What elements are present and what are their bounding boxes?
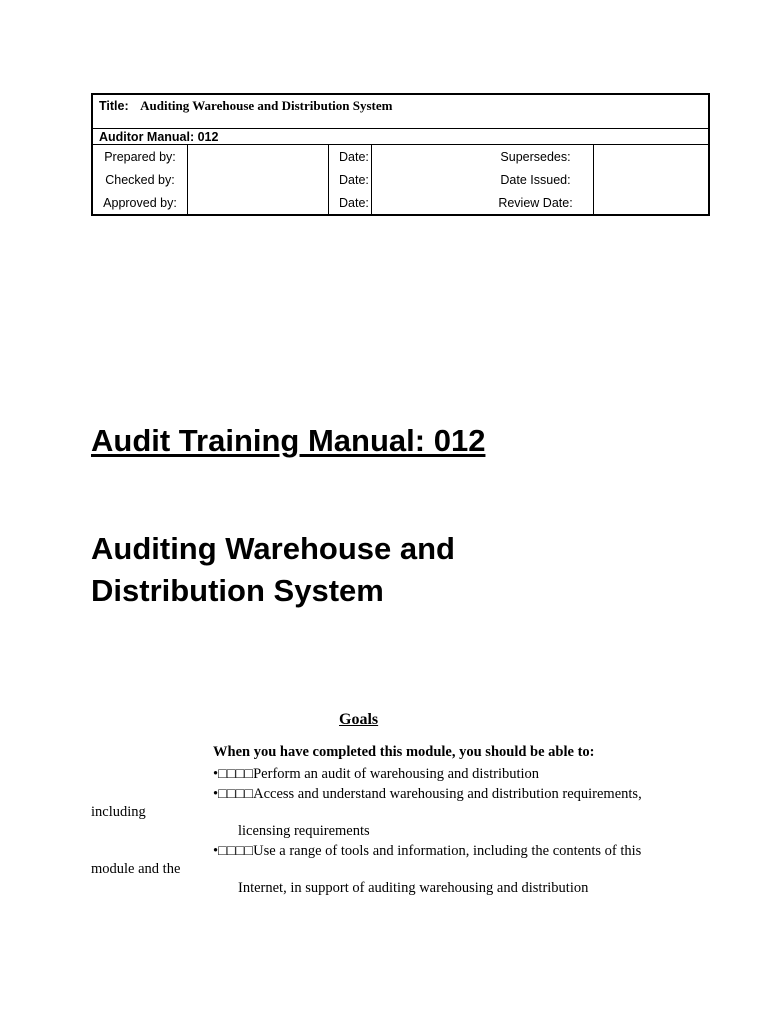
supersedes-value bbox=[594, 145, 710, 169]
checked-date-label: Date: bbox=[329, 168, 372, 191]
prepared-by-label: Prepared by: bbox=[104, 149, 176, 164]
goal-item-3 bbox=[213, 843, 641, 860]
review-date-value bbox=[594, 191, 710, 215]
document-heading: Audit Training Manual: 012 bbox=[91, 423, 486, 458]
bullet-icon: •□□□□ bbox=[213, 786, 254, 802]
bullet-icon: •□□□□ bbox=[213, 843, 254, 859]
approved-by-label: Approved by: bbox=[103, 195, 177, 210]
goal-item-2-wrap: including bbox=[91, 804, 146, 820]
signoff-row-checked bbox=[92, 168, 709, 191]
goal-item-2 bbox=[213, 786, 642, 803]
supersedes-label: Supersedes: bbox=[500, 149, 571, 164]
checked-by-label: Checked by: bbox=[105, 172, 175, 187]
prepared-by-value bbox=[188, 145, 329, 169]
manual-row bbox=[92, 129, 709, 145]
signoff-row-prepared bbox=[92, 145, 709, 169]
subtitle-line-2: Distribution System bbox=[91, 573, 384, 608]
goal-item-3-wrap: module and the bbox=[91, 861, 181, 877]
goals-title: Goals bbox=[339, 711, 379, 728]
review-date-label: Review Date: bbox=[498, 195, 573, 210]
signoff-row-approved bbox=[92, 191, 709, 215]
goal-item-3-continuation: Internet, in support of auditing warehousing and distribution bbox=[238, 880, 589, 896]
document-control-table bbox=[91, 93, 710, 216]
title-value: Auditing Warehouse and Distribution System bbox=[140, 98, 393, 113]
goal-item-text: Use a range of tools and information, including the contents of this bbox=[253, 843, 642, 859]
approved-by-value bbox=[188, 191, 329, 215]
goals-intro: When you have completed this module, you should be able to: bbox=[213, 744, 595, 760]
approved-date-label: Date: bbox=[329, 191, 372, 215]
title-row bbox=[92, 94, 709, 129]
goal-item-text: Access and understand warehousing and distribution requirements, bbox=[253, 786, 642, 802]
title-label: Title: bbox=[99, 99, 129, 113]
prepared-date-label: Date: bbox=[329, 145, 372, 169]
goal-item-2-continuation: licensing requirements bbox=[238, 823, 370, 839]
checked-by-value bbox=[188, 168, 329, 191]
prepared-date-value bbox=[372, 145, 479, 169]
date-issued-label: Date Issued: bbox=[500, 172, 571, 187]
manual-label: Auditor Manual: 012 bbox=[92, 129, 709, 145]
date-issued-value bbox=[594, 168, 710, 191]
goal-item-text: Perform an audit of warehousing and distribution bbox=[253, 766, 540, 782]
checked-date-value bbox=[372, 168, 479, 191]
subtitle-line-1: Auditing Warehouse and bbox=[91, 531, 455, 566]
bullet-icon: •□□□□ bbox=[213, 766, 254, 782]
document-subtitle bbox=[91, 528, 611, 612]
approved-date-value bbox=[372, 191, 479, 215]
goal-item-1 bbox=[213, 766, 539, 783]
